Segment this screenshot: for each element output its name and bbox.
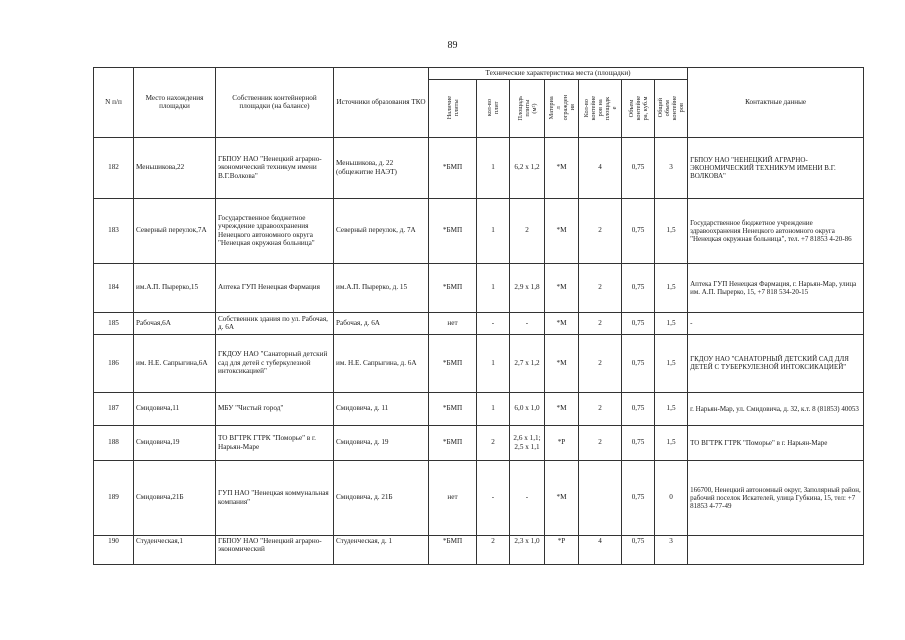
cell-total: 1,5: [655, 198, 688, 263]
table-row: [94, 137, 864, 198]
header-contacts: Контактные данные: [688, 68, 864, 138]
cell-total: 1,5: [655, 263, 688, 312]
cell-fence: *Р: [545, 535, 579, 564]
cell-num: 188: [94, 425, 134, 460]
table-row: [94, 334, 864, 392]
cell-owner: Собственник здания по ул. Рабочая, д. 6А: [216, 312, 334, 334]
cell-area: 2,6 х 1,1; 2,5 х 1,1: [510, 425, 545, 460]
table-row: [94, 460, 864, 535]
cell-volume: 0,75: [622, 334, 655, 392]
cell-containers: 2: [579, 312, 622, 334]
cell-contacts: Государственное бюджетное учреждение здравоохранения Ненецкого автономного округа "Ненецкая окружная больница", тел. +7 81853 4-20-86: [688, 198, 864, 263]
cell-total: 0: [655, 460, 688, 535]
page-number: 89: [447, 40, 458, 51]
cell-total: 1,5: [655, 425, 688, 460]
cell-source: Рабочая, д. 6А: [334, 312, 429, 334]
cell-source: Смидовича, д. 11: [334, 392, 429, 425]
cell-source: Смидовича, д. 19: [334, 425, 429, 460]
cell-plates: 1: [477, 334, 510, 392]
cell-owner: МБУ "Чистый город": [216, 392, 334, 425]
cell-source: Студенческая, д. 1: [334, 535, 429, 564]
cell-plates: 2: [477, 425, 510, 460]
cell-plates: -: [477, 312, 510, 334]
cell-owner: ГКДОУ НАО "Санаторный детский сад для детей с туберкулезной интоксикацией": [216, 334, 334, 392]
table-row: [94, 263, 864, 312]
cell-num: 187: [94, 392, 134, 425]
cell-plates: 1: [477, 392, 510, 425]
cell-area: -: [510, 460, 545, 535]
cell-plates: -: [477, 460, 510, 535]
cell-location: Смидовича,21Б: [134, 460, 216, 535]
cell-contacts: ТО ВГТРК ГТРК "Поморье" в г. Нарьян-Маре: [688, 425, 864, 460]
cell-area: 6,2 х 1,2: [510, 137, 545, 198]
header-plate-presence: Наличие плиты: [429, 79, 477, 137]
cell-owner: Государственное бюджетное учреждение здравоохранения Ненецкого автономного округа "Ненецкая окружная больница": [216, 198, 334, 263]
cell-containers: [579, 460, 622, 535]
cell-num: 183: [94, 198, 134, 263]
cell-contacts: г. Нарьян-Мар, ул. Смидовича, д. 32, к.т. 8 (81853) 40053: [688, 392, 864, 425]
cell-num: 190: [94, 535, 134, 564]
cell-source: Смидовича, д. 21Б: [334, 460, 429, 535]
header-owner: Собственник контейнерной площадки (на балансе): [216, 68, 334, 138]
cell-contacts: Аптека ГУП Ненецкая Фармация, г. Нарьян-Мар, улица им. А.П. Пырерко, 15, +7 818 534-20-15: [688, 263, 864, 312]
cell-total: 1,5: [655, 392, 688, 425]
header-fence-material: Материа л огражден ия: [545, 79, 579, 137]
cell-location: Смидовича,11: [134, 392, 216, 425]
header-location: Место нахождения площадки: [134, 68, 216, 138]
table-row: [94, 535, 864, 564]
cell-location: им.А.П. Пырерко,15: [134, 263, 216, 312]
cell-area: -: [510, 312, 545, 334]
cell-fence: *М: [545, 198, 579, 263]
cell-plate: *БМП: [429, 535, 477, 564]
cell-area: 2,7 х 1,2: [510, 334, 545, 392]
cell-plate: *БМП: [429, 198, 477, 263]
header-plate-area: Площадь плиты (м²): [510, 79, 545, 137]
cell-plate: *БМП: [429, 392, 477, 425]
header-source: Источники образования ТКО: [334, 68, 429, 138]
cell-contacts: -: [688, 312, 864, 334]
cell-location: Студенческая,1: [134, 535, 216, 564]
cell-owner: ГБПОУ НАО "Ненецкий аграрно-экономический техникум имени В.Г.Волкова": [216, 137, 334, 198]
cell-fence: *М: [545, 137, 579, 198]
cell-location: Рабочая,6А: [134, 312, 216, 334]
cell-area: 2,9 х 1,8: [510, 263, 545, 312]
table-body: [94, 137, 864, 564]
table-header: [94, 68, 864, 138]
cell-location: Смидовича,19: [134, 425, 216, 460]
header-total-volume: Общий объем контейне ров: [655, 79, 688, 137]
cell-volume: 0,75: [622, 198, 655, 263]
cell-plates: 1: [477, 137, 510, 198]
cell-plate: *БМП: [429, 263, 477, 312]
header-tech: Технические характеристика места (площадки): [429, 68, 688, 80]
cell-containers: 4: [579, 137, 622, 198]
cell-containers: 4: [579, 535, 622, 564]
cell-total: 3: [655, 535, 688, 564]
cell-num: 186: [94, 334, 134, 392]
cell-fence: *Р: [545, 425, 579, 460]
cell-volume: 0,75: [622, 392, 655, 425]
cell-fence: *М: [545, 263, 579, 312]
cell-plate: нет: [429, 312, 477, 334]
cell-owner: ГБПОУ НАО "Ненецкий аграрно-экономический: [216, 535, 334, 564]
header-container-volume: Объем контейне ра, куб.м: [622, 79, 655, 137]
table-row: [94, 425, 864, 460]
table-row: [94, 198, 864, 263]
cell-volume: 0,75: [622, 263, 655, 312]
cell-plates: 1: [477, 263, 510, 312]
cell-location: Северный переулок,7А: [134, 198, 216, 263]
cell-containers: 2: [579, 334, 622, 392]
cell-location: им. Н.Е. Сапрыгина,6А: [134, 334, 216, 392]
container-sites-table: [93, 67, 864, 565]
cell-total: 1,5: [655, 334, 688, 392]
cell-containers: 2: [579, 263, 622, 312]
header-container-count: Кол-во контейне ров на площадк е: [579, 79, 622, 137]
cell-contacts: ГБПОУ НАО "НЕНЕЦКИЙ АГРАРНО-ЭКОНОМИЧЕСКИЙ ТЕХНИКУМ ИМЕНИ В.Г. ВОЛКОВА": [688, 137, 864, 198]
cell-location: Меньшикова,22: [134, 137, 216, 198]
cell-owner: ГУП НАО "Ненецкая коммунальная компания": [216, 460, 334, 535]
cell-volume: 0,75: [622, 312, 655, 334]
cell-plate: *БМП: [429, 425, 477, 460]
cell-contacts: [688, 535, 864, 564]
cell-plate: *БМП: [429, 137, 477, 198]
cell-fence: *М: [545, 392, 579, 425]
cell-plates: 2: [477, 535, 510, 564]
cell-total: 3: [655, 137, 688, 198]
cell-volume: 0,75: [622, 535, 655, 564]
cell-plates: 1: [477, 198, 510, 263]
cell-fence: *М: [545, 334, 579, 392]
cell-volume: 0,75: [622, 137, 655, 198]
cell-owner: ТО ВГТРК ГТРК "Поморье" в г. Нарьян-Маре: [216, 425, 334, 460]
cell-volume: 0,75: [622, 460, 655, 535]
cell-source: им. Н.Е. Сапрыгина, д. 6А: [334, 334, 429, 392]
cell-source: Северный переулок, д. 7А: [334, 198, 429, 263]
cell-volume: 0,75: [622, 425, 655, 460]
cell-plate: нет: [429, 460, 477, 535]
cell-contacts: 166700, Ненецкий автономный округ, Заполярный район, рабочий поселок Искателей, улица Губкина, 15, тел: +7 81853 4-77-49: [688, 460, 864, 535]
cell-fence: *М: [545, 312, 579, 334]
cell-containers: 2: [579, 425, 622, 460]
cell-containers: 2: [579, 198, 622, 263]
header-num: N п/п: [94, 68, 134, 138]
cell-source: им.А.П. Пырерко, д. 15: [334, 263, 429, 312]
cell-num: 185: [94, 312, 134, 334]
cell-area: 2,3 х 1,0: [510, 535, 545, 564]
cell-source: Меньшикова, д. 22 (общежитие НАЭТ): [334, 137, 429, 198]
cell-contacts: ГКДОУ НАО "САНАТОРНЫЙ ДЕТСКИЙ САД ДЛЯ ДЕТЕЙ С ТУБЕРКУЛЕЗНОЙ ИНТОКСИКАЦИЕЙ": [688, 334, 864, 392]
cell-area: 6,0 х 1,0: [510, 392, 545, 425]
cell-area: 2: [510, 198, 545, 263]
cell-owner: Аптека ГУП Ненецкая Фармация: [216, 263, 334, 312]
table-row: [94, 312, 864, 334]
cell-fence: *М: [545, 460, 579, 535]
table-row: [94, 392, 864, 425]
cell-total: 1,5: [655, 312, 688, 334]
header-plate-count: кол-во плит: [477, 79, 510, 137]
cell-containers: 2: [579, 392, 622, 425]
cell-plate: *БМП: [429, 334, 477, 392]
cell-num: 189: [94, 460, 134, 535]
cell-num: 184: [94, 263, 134, 312]
cell-num: 182: [94, 137, 134, 198]
